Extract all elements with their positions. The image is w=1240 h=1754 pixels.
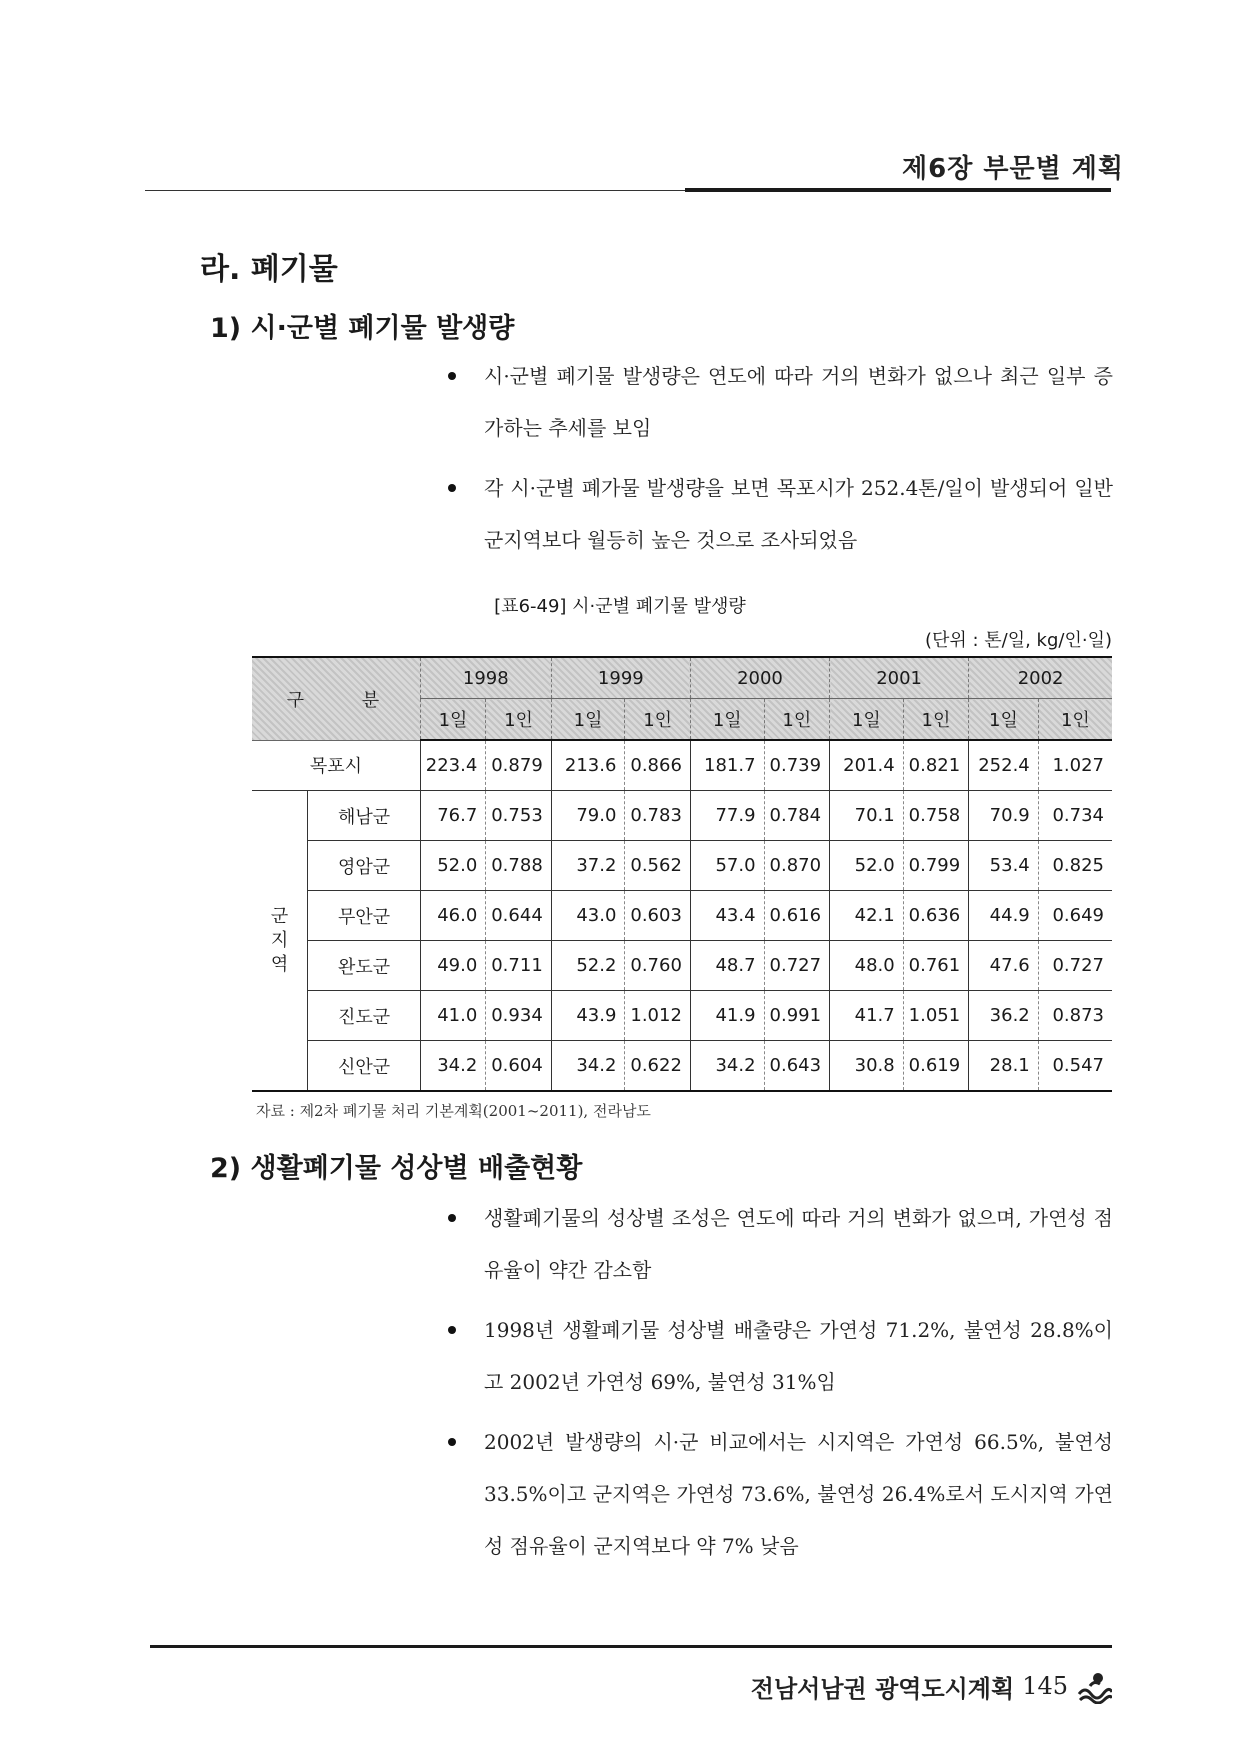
table-cell: 0.758 <box>903 791 968 841</box>
table-row <box>252 941 1112 991</box>
row-label: 진도군 <box>308 991 421 1041</box>
header-rule-thick <box>685 188 1111 192</box>
bullet-item: 2002년 발생량의 시·군 비교에서는 시지역은 가연성 66.5%, 불연성 33.5%이고 군지역은 가연성 73.6%, 불연성 26.4%로서 도시지역 가연성 점유율이 군지역보다 약 7% 낮음 <box>448 1416 1113 1572</box>
table-cell: 0.784 <box>764 791 829 841</box>
footer-title: 전남서남권 광역도시계획 <box>750 1674 1015 1703</box>
table-cell: 0.562 <box>625 841 690 891</box>
table-cell: 77.9 <box>690 791 764 841</box>
row-label: 무안군 <box>308 891 421 941</box>
table-cell: 34.2 <box>690 1041 764 1092</box>
table-row <box>252 740 1112 791</box>
table-row <box>252 891 1112 941</box>
table-cell: 223.4 <box>420 740 485 791</box>
table-cell: 41.7 <box>830 991 904 1041</box>
footer-rule <box>150 1645 1112 1648</box>
table-cell: 49.0 <box>420 941 485 991</box>
header-1day: 1일 <box>420 699 485 741</box>
table-cell: 43.9 <box>551 991 625 1041</box>
table-cell: 0.761 <box>903 941 968 991</box>
table-cell: 0.760 <box>625 941 690 991</box>
table-cell: 213.6 <box>551 740 625 791</box>
table-cell: 0.643 <box>764 1041 829 1092</box>
table-cell: 201.4 <box>830 740 904 791</box>
table-cell: 1.012 <box>625 991 690 1041</box>
table-cell: 0.711 <box>486 941 551 991</box>
header-year: 2001 <box>830 657 969 699</box>
bullet-list-2 <box>448 1192 1113 1572</box>
table-row <box>252 991 1112 1041</box>
table-cell: 48.7 <box>690 941 764 991</box>
table-cell: 0.603 <box>625 891 690 941</box>
table-cell: 0.753 <box>486 791 551 841</box>
table-cell: 52.0 <box>420 841 485 891</box>
header-1person: 1인 <box>903 699 968 741</box>
table-cell: 0.873 <box>1038 991 1112 1041</box>
table-cell: 0.644 <box>486 891 551 941</box>
bullet-item: 1998년 생활폐기물 성상별 배출량은 가연성 71.2%, 불연성 28.8%이고 2002년 가연성 69%, 불연성 31%임 <box>448 1304 1113 1408</box>
table-cell: 53.4 <box>969 841 1039 891</box>
table-cell: 70.9 <box>969 791 1039 841</box>
table-cell: 0.616 <box>764 891 829 941</box>
table-cell: 43.4 <box>690 891 764 941</box>
header-1person: 1인 <box>1038 699 1112 741</box>
table-cell: 44.9 <box>969 891 1039 941</box>
table-cell: 41.0 <box>420 991 485 1041</box>
table-cell: 46.0 <box>420 891 485 941</box>
table-header-years <box>252 657 1112 699</box>
table-cell: 43.0 <box>551 891 625 941</box>
running-head: 제6장 부문별 계획 <box>901 154 1124 184</box>
table-row <box>252 791 1112 841</box>
table-cell: 0.619 <box>903 1041 968 1092</box>
table-cell: 0.547 <box>1038 1041 1112 1092</box>
header-year: 2000 <box>690 657 829 699</box>
table-row <box>252 1041 1112 1092</box>
table-cell: 0.783 <box>625 791 690 841</box>
header-1day: 1일 <box>551 699 625 741</box>
table-cell: 0.727 <box>1038 941 1112 991</box>
header-1person: 1인 <box>625 699 690 741</box>
row-label: 완도군 <box>308 941 421 991</box>
table-cell: 0.879 <box>486 740 551 791</box>
table-unit: (단위 : 톤/일, kg/인·일) <box>924 630 1112 651</box>
table-cell: 48.0 <box>830 941 904 991</box>
table-cell: 0.727 <box>764 941 829 991</box>
table-cell: 0.825 <box>1038 841 1112 891</box>
table-cell: 41.9 <box>690 991 764 1041</box>
bullet-icon <box>448 372 456 380</box>
table-cell: 37.2 <box>551 841 625 891</box>
table-cell: 0.870 <box>764 841 829 891</box>
table-source: 자료 : 제2차 폐기물 처리 기본계획(2001~2011), 전라남도 <box>256 1102 651 1120</box>
wave-logo-icon <box>1076 1668 1112 1704</box>
waste-table <box>252 656 1112 1092</box>
subsection-title-2: 2) 생활폐기물 성상별 배출현황 <box>210 1153 583 1184</box>
page-footer <box>751 1668 1112 1704</box>
bullet-item: 시·군별 폐기물 발생량은 연도에 따라 거의 변화가 없으나 최근 일부 증가하는 추세를 보임 <box>448 350 1113 454</box>
header-rule-thin <box>145 190 685 191</box>
table-cell: 28.1 <box>969 1041 1039 1092</box>
table-cell: 79.0 <box>551 791 625 841</box>
header-1day: 1일 <box>690 699 764 741</box>
table-cell: 0.622 <box>625 1041 690 1092</box>
header-year: 1999 <box>551 657 690 699</box>
section-title: 라. 폐기물 <box>200 252 338 287</box>
table-cell: 42.1 <box>830 891 904 941</box>
table-cell: 34.2 <box>551 1041 625 1092</box>
header-year: 2002 <box>969 657 1112 699</box>
page-number: 145 <box>1022 1672 1068 1700</box>
table-cell: 36.2 <box>969 991 1039 1041</box>
table-caption: [표6-49] 시·군별 폐기물 발생량 <box>494 596 746 617</box>
bullet-icon <box>448 484 456 492</box>
table-cell: 1.051 <box>903 991 968 1041</box>
header-1day: 1일 <box>830 699 904 741</box>
table-cell: 1.027 <box>1038 740 1112 791</box>
table-cell: 52.2 <box>551 941 625 991</box>
bullet-icon <box>448 1326 456 1334</box>
table-cell: 52.0 <box>830 841 904 891</box>
table-cell: 0.739 <box>764 740 829 791</box>
header-1person: 1인 <box>764 699 829 741</box>
table-cell: 47.6 <box>969 941 1039 991</box>
county-group-label: 군 지 역 <box>252 791 308 1092</box>
table-body <box>252 740 1112 1091</box>
row-label: 목포시 <box>252 740 420 791</box>
table-cell: 0.991 <box>764 991 829 1041</box>
table-cell: 30.8 <box>830 1041 904 1092</box>
table-cell: 34.2 <box>420 1041 485 1092</box>
table-cell: 0.934 <box>486 991 551 1041</box>
table-row <box>252 841 1112 891</box>
header-year: 1998 <box>420 657 551 699</box>
table-cell: 0.604 <box>486 1041 551 1092</box>
table-cell: 0.866 <box>625 740 690 791</box>
row-label: 신안군 <box>308 1041 421 1092</box>
row-label: 해남군 <box>308 791 421 841</box>
header-1day: 1일 <box>969 699 1039 741</box>
table-cell: 57.0 <box>690 841 764 891</box>
bullet-icon <box>448 1214 456 1222</box>
bullet-item: 생활폐기물의 성상별 조성은 연도에 따라 거의 변화가 없으며, 가연성 점유율이 약간 감소함 <box>448 1192 1113 1296</box>
header-gubun: 구 분 <box>252 657 420 740</box>
table-cell: 76.7 <box>420 791 485 841</box>
bullet-item: 각 시·군별 폐가물 발생량을 보면 목포시가 252.4톤/일이 발생되어 일반 군지역보다 월등히 높은 것으로 조사되었음 <box>448 462 1113 566</box>
table-cell: 70.1 <box>830 791 904 841</box>
table-cell: 0.734 <box>1038 791 1112 841</box>
bullet-list-1 <box>448 350 1113 566</box>
table-cell: 0.636 <box>903 891 968 941</box>
header-1person: 1인 <box>486 699 551 741</box>
table-cell: 0.788 <box>486 841 551 891</box>
bullet-icon <box>448 1438 456 1446</box>
table-cell: 0.649 <box>1038 891 1112 941</box>
table-cell: 0.821 <box>903 740 968 791</box>
subsection-title-1: 1) 시·군별 폐기물 발생량 <box>210 313 515 344</box>
row-label: 영암군 <box>308 841 421 891</box>
table-cell: 181.7 <box>690 740 764 791</box>
table-cell: 0.799 <box>903 841 968 891</box>
table-cell: 252.4 <box>969 740 1039 791</box>
